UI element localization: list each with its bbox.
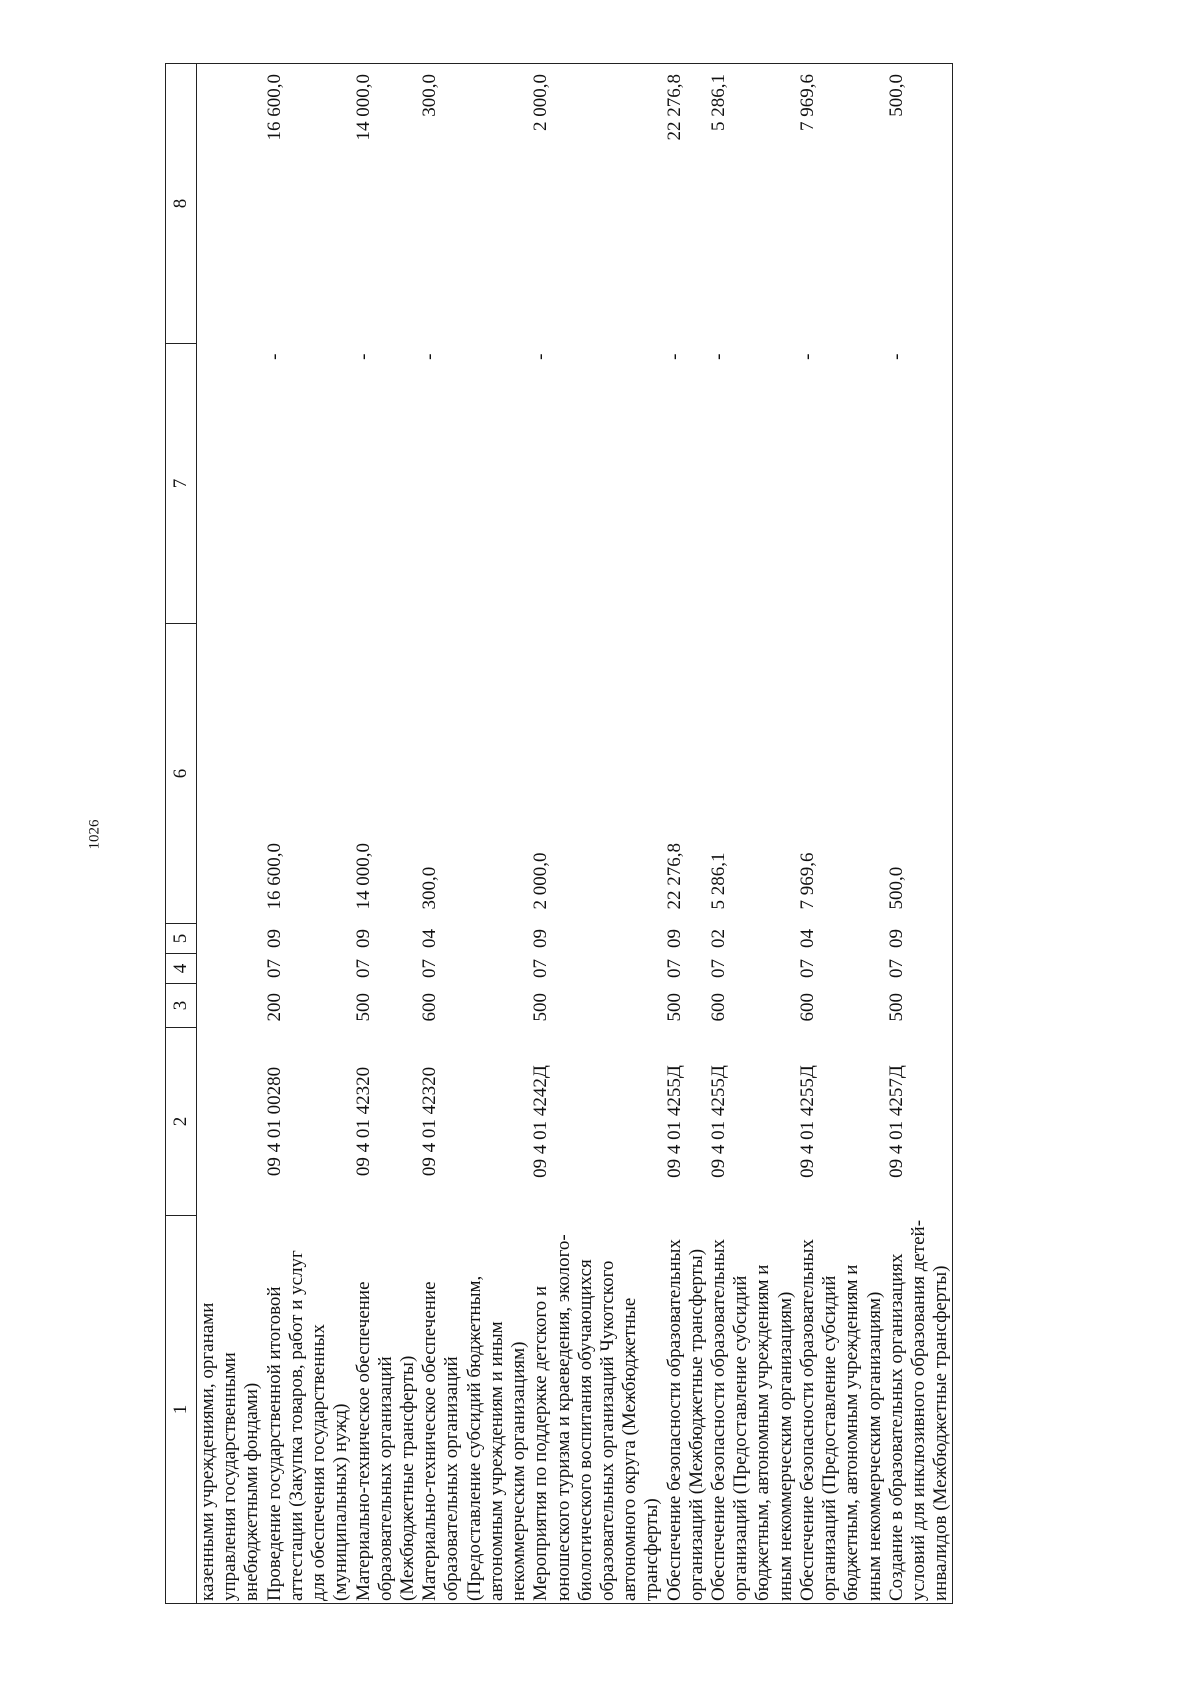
row-expense-type: 500 (530, 993, 552, 1022)
row-expense-type: 500 (352, 993, 374, 1022)
column-header: 2 (166, 1028, 197, 1216)
row-total: 7 969,6 (797, 64, 886, 344)
row-total: 22 276,8 (664, 64, 708, 344)
rotated-page (165, 64, 1035, 1604)
row-total: 16 600,0 (264, 64, 353, 344)
table-row (197, 64, 264, 1604)
row-subsection: 09 (263, 929, 285, 948)
row-change: - (263, 353, 285, 360)
row-expense-type: 500 (886, 984, 953, 1028)
row-subsection: 09 (352, 929, 374, 948)
row-code: 09 4 01 4255Д (796, 1065, 818, 1178)
row-description: Материально-техническое обеспечение образовательных организаций (Межбюджетные трансферты) (353, 1216, 420, 1604)
table-row (664, 64, 708, 1604)
table-row (708, 64, 797, 1604)
row-total: 300,0 (419, 64, 530, 344)
row-section: 07 (530, 959, 552, 978)
row-amount: 300,0 (419, 866, 441, 910)
row-code: 09 4 01 42320 (419, 1066, 441, 1177)
row-total: 14 000,0 (353, 64, 420, 344)
row-subsection: 09 (530, 929, 552, 948)
column-header: 5 (166, 924, 197, 954)
row-expense-type: 600 (419, 993, 441, 1022)
row-code: 09 4 01 4257Д (886, 1028, 953, 1216)
row-section: 07 (263, 959, 285, 978)
row-description: Материально-техническое обеспечение образовательных организаций (Предоставление субсидий бюджетным, автономным учреждениям и иным некоммерческим организациям) (419, 1216, 530, 1604)
row-section: 07 (886, 954, 953, 984)
row-description: Создание в образовательных организациях условий для инклюзивного образования детей-инвалидов (Межбюджетные трансферты) (886, 1216, 953, 1604)
row-total (197, 64, 264, 344)
header-row (166, 64, 197, 1604)
row-code: 09 4 01 00280 (263, 1066, 285, 1177)
row-description: Обеспечение безопасности образовательных организаций (Межбюджетные трансферты) (664, 1216, 708, 1604)
row-expense-type: 200 (263, 993, 285, 1022)
row-change (197, 344, 264, 624)
column-header: 8 (166, 64, 197, 344)
row-amount: 500,0 (886, 624, 953, 924)
row-description: Проведение государственной итоговой аттестации (Закупка товаров, работ и услуг для обеспечения государственных (муниципальных) нужд) (264, 1216, 353, 1604)
row-description: казенными учреждениями, органами управления государственными внебюджетными фондами) (197, 1216, 264, 1604)
column-header: 1 (166, 1216, 197, 1604)
row-change: - (352, 353, 374, 360)
row-amount: 14 000,0 (352, 843, 374, 910)
row-section (197, 954, 264, 984)
row-code: 09 4 01 4242Д (530, 1065, 552, 1178)
table-row (419, 64, 530, 1604)
row-section: 07 (708, 959, 730, 978)
column-header: 4 (166, 954, 197, 984)
row-change: - (419, 353, 441, 360)
budget-table (165, 63, 953, 1604)
table-row (886, 64, 953, 1604)
row-amount: 5 286,1 (708, 852, 730, 910)
column-header: 7 (166, 344, 197, 624)
table-row (264, 64, 353, 1604)
row-code (197, 1028, 264, 1216)
row-change: - (663, 353, 685, 360)
row-expense-type: 500 (663, 993, 685, 1022)
row-subsection (197, 924, 264, 954)
row-section: 07 (419, 959, 441, 978)
row-description: Обеспечение безопасности образовательных организаций (Предоставление субсидий бюджетным, автономным учреждениям и иным некоммерческим организациям) (708, 1216, 797, 1604)
row-expense-type: 600 (796, 993, 818, 1022)
row-subsection: 04 (419, 929, 441, 948)
column-header: 3 (166, 984, 197, 1028)
row-subsection: 02 (708, 929, 730, 948)
row-code: 09 4 01 42320 (352, 1066, 374, 1177)
row-subsection: 09 (663, 929, 685, 948)
row-amount: 7 969,6 (796, 852, 818, 910)
row-total: 5 286,1 (708, 64, 797, 344)
row-amount: 2 000,0 (530, 852, 552, 910)
table-row (353, 64, 420, 1604)
row-expense-type (197, 984, 264, 1028)
row-total: 500,0 (886, 64, 953, 344)
row-description: Мероприятия по поддержке детского и юношеского туризма и краеведения, эколого-биологического воспитания обучающихся образовательных организаций Чукотского автономного округа (Межбюджетные трансферты) (530, 1216, 663, 1604)
row-section: 07 (663, 959, 685, 978)
row-change: - (796, 353, 818, 360)
row-amount: 22 276,8 (663, 843, 685, 910)
row-code: 09 4 01 4255Д (708, 1065, 730, 1178)
table-row (530, 64, 663, 1604)
row-section: 07 (796, 959, 818, 978)
row-description: Обеспечение безопасности образовательных организаций (Предоставление субсидий бюджетным, автономным учреждениям и иным некоммерческим организациям) (797, 1216, 886, 1604)
table-row (797, 64, 886, 1604)
row-code: 09 4 01 4255Д (663, 1065, 685, 1178)
row-change: - (530, 353, 552, 360)
row-subsection: 09 (886, 924, 953, 954)
row-expense-type: 600 (708, 993, 730, 1022)
row-change: - (708, 353, 730, 360)
row-subsection: 04 (796, 929, 818, 948)
page-number: 1026 (86, 819, 103, 850)
row-total: 2 000,0 (530, 64, 663, 344)
row-change: - (886, 344, 953, 624)
row-section: 07 (352, 959, 374, 978)
row-amount: 16 600,0 (263, 843, 285, 910)
row-amount (197, 624, 264, 924)
budget-table-wrapper (165, 64, 1035, 1604)
column-header: 6 (166, 624, 197, 924)
